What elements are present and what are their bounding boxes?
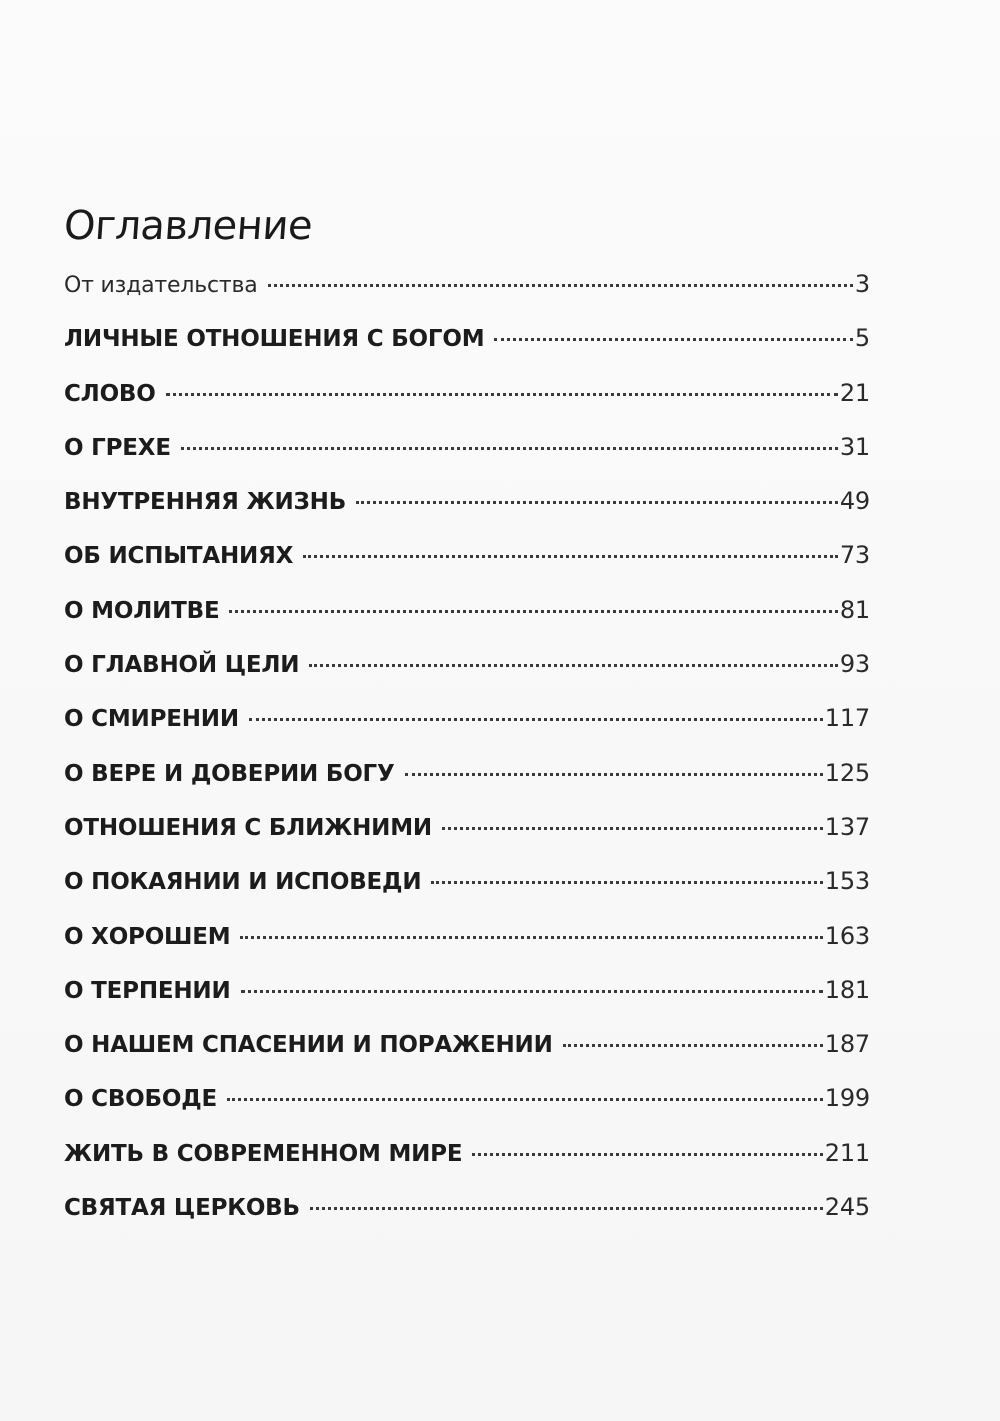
page-title: Оглавление xyxy=(62,202,314,249)
toc-entry-page: 49 xyxy=(839,487,870,516)
dot-leader xyxy=(442,827,823,830)
toc-entry xyxy=(64,759,870,813)
toc-entry-label: О НАШЕМ СПАСЕНИИ И ПОРАЖЕНИИ xyxy=(64,1032,553,1059)
toc-entry-label: ЛИЧНЫЕ ОТНОШЕНИЯ С БОГОМ xyxy=(64,326,485,353)
toc-entry-label: ВНУТРЕННЯЯ ЖИЗНЬ xyxy=(64,489,347,516)
dot-leader xyxy=(249,718,823,721)
toc-entry-label: ОБ ИСПЫТАНИЯХ xyxy=(64,543,294,570)
toc-entry-page: 93 xyxy=(839,650,870,679)
toc-entry xyxy=(64,433,870,487)
toc-entry-label: От издательства xyxy=(64,273,258,298)
toc-entry-page: 137 xyxy=(824,812,870,841)
dot-leader xyxy=(356,501,838,504)
toc-entry-page: 3 xyxy=(854,270,870,298)
toc-entry xyxy=(64,704,870,758)
toc-entry-label: О МОЛИТВЕ xyxy=(64,597,220,624)
toc-entry xyxy=(64,487,870,541)
toc-entry-page: 153 xyxy=(824,867,870,896)
toc-entry-page: 125 xyxy=(824,758,870,787)
dot-leader xyxy=(227,1098,823,1101)
toc-entry xyxy=(64,541,870,595)
dot-leader xyxy=(166,393,838,396)
toc-entry xyxy=(64,596,870,650)
dot-leader xyxy=(181,447,838,450)
toc-entry-page: 81 xyxy=(839,595,870,624)
toc-entry xyxy=(64,922,870,976)
toc-entry-label: О СМИРЕНИИ xyxy=(64,706,239,733)
toc-entry-page: 245 xyxy=(824,1193,870,1222)
dot-leader xyxy=(241,990,823,993)
table-of-contents xyxy=(64,270,870,1247)
toc-entry-label: СВЯТАЯ ЦЕРКОВЬ xyxy=(64,1195,300,1222)
toc-entry-label: О ХОРОШЕМ xyxy=(64,923,231,950)
toc-entry-label: О ПОКАЯНИИ И ИСПОВЕДИ xyxy=(64,869,422,896)
dot-leader xyxy=(229,610,837,613)
toc-entry-label: ОТНОШЕНИЯ С БЛИЖНИМИ xyxy=(64,814,432,841)
toc-entry-label: СЛОВО xyxy=(64,380,156,407)
toc-entry xyxy=(64,1084,870,1138)
toc-entry xyxy=(64,813,870,867)
dot-leader xyxy=(309,664,838,667)
dot-leader xyxy=(240,936,822,939)
toc-entry xyxy=(64,1193,870,1247)
toc-entry-page: 5 xyxy=(854,324,870,353)
toc-entry xyxy=(64,867,870,921)
dot-leader xyxy=(303,555,838,558)
toc-entry-label: О ГРЕХЕ xyxy=(64,434,171,461)
toc-entry xyxy=(64,650,870,704)
dot-leader xyxy=(494,338,853,341)
toc-entry-page: 181 xyxy=(824,975,870,1004)
toc-entry-label: О ВЕРЕ И ДОВЕРИИ БОГУ xyxy=(64,760,395,787)
toc-entry-page: 31 xyxy=(839,432,870,461)
toc-entry xyxy=(64,976,870,1030)
dot-leader xyxy=(472,1153,822,1156)
dot-leader xyxy=(563,1044,823,1047)
toc-entry-label: О ГЛАВНОЙ ЦЕЛИ xyxy=(64,652,300,679)
toc-entry-page: 187 xyxy=(824,1030,870,1059)
toc-entry-label: О ТЕРПЕНИИ xyxy=(64,977,231,1004)
toc-entry xyxy=(64,379,870,433)
dot-leader xyxy=(268,284,853,287)
toc-entry xyxy=(64,270,870,324)
toc-entry-page: 117 xyxy=(824,704,870,733)
toc-entry-page: 199 xyxy=(824,1084,870,1113)
dot-leader xyxy=(405,773,823,776)
toc-entry xyxy=(64,1139,870,1193)
dot-leader xyxy=(431,881,822,884)
toc-entry-page: 73 xyxy=(839,541,870,570)
dot-leader xyxy=(310,1207,823,1210)
toc-entry-page: 163 xyxy=(824,921,870,950)
toc-entry-page: 211 xyxy=(824,1138,870,1167)
toc-entry xyxy=(64,1030,870,1084)
toc-entry-label: ЖИТЬ В СОВРЕМЕННОМ МИРЕ xyxy=(64,1140,463,1167)
toc-entry-label: О СВОБОДЕ xyxy=(64,1086,218,1113)
toc-entry xyxy=(64,324,870,378)
toc-entry-page: 21 xyxy=(839,378,870,407)
